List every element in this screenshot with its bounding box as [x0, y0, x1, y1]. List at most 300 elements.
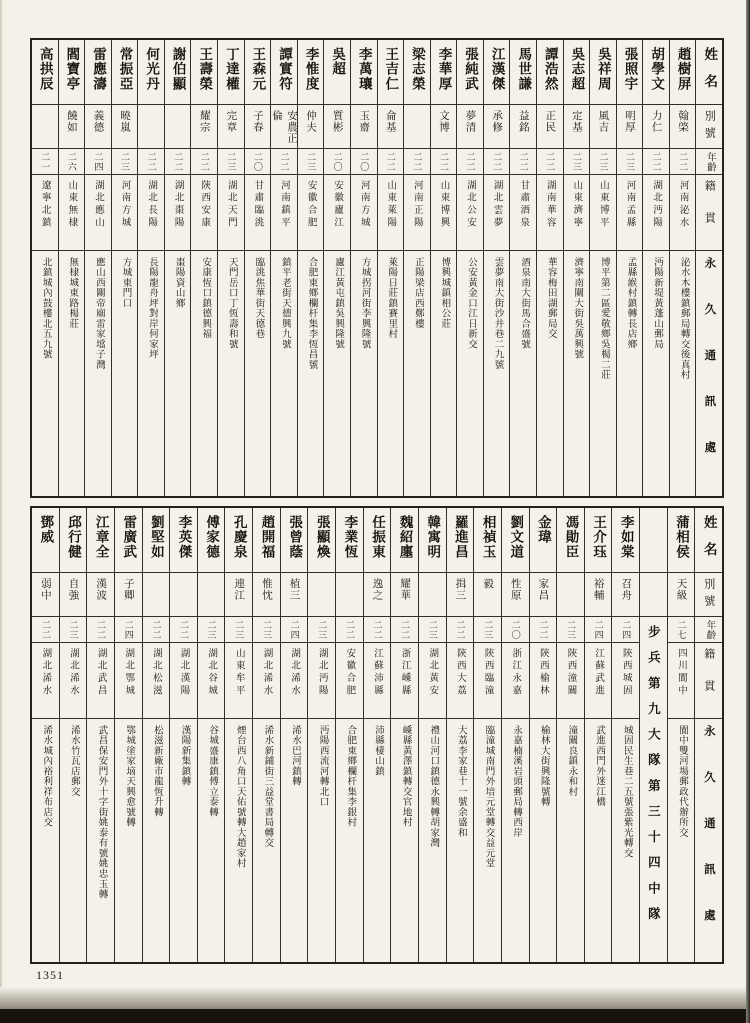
person-address: 酒泉南大街馬合盛號 — [519, 257, 530, 350]
person-age: 二三 — [483, 620, 494, 640]
person-column — [323, 40, 350, 496]
person-age: 二〇 — [252, 152, 263, 172]
person-address: 方城拐河街李興隆號 — [359, 257, 370, 350]
person-origin: 浙江永嘉 — [510, 648, 521, 698]
person-column — [137, 40, 164, 496]
person-address: 沛縣棲山鎮 — [372, 725, 383, 777]
person-column — [86, 508, 114, 962]
person-column — [164, 40, 191, 496]
person-name: 邱行健 — [65, 515, 81, 560]
person-column — [190, 40, 217, 496]
person-age: 二三 — [68, 620, 79, 640]
person-origin: 陝西城固 — [620, 648, 631, 698]
person-column — [418, 508, 446, 962]
person-age: 二二 — [146, 152, 157, 172]
person-age: 二二 — [438, 152, 449, 172]
person-alias: 自強 — [67, 578, 79, 601]
person-column — [197, 508, 225, 962]
person-origin: 陝西潼關 — [565, 648, 576, 698]
person-age: 二三 — [427, 620, 438, 640]
person-age: 二二 — [651, 152, 662, 172]
unit-label: 步兵第九大隊第三十四中隊 — [646, 625, 661, 933]
person-age: 二二 — [455, 620, 466, 640]
person-origin: 甘肅臨洮 — [252, 180, 263, 230]
person-age: 二二 — [492, 152, 503, 172]
person-address: 浠水城內裕利祥布店交 — [41, 725, 52, 828]
person-address: 濟寧南關大街吳萬興號 — [572, 257, 583, 360]
scan-edge-left — [0, 0, 3, 1023]
person-address: 鄂城塗家垴天興愈號轉 — [124, 725, 135, 828]
person-origin: 湖北谷城 — [206, 648, 217, 698]
person-alias: 明厚 — [624, 110, 635, 133]
person-origin: 湖北天門 — [225, 180, 236, 230]
person-age: 二〇 — [510, 620, 521, 640]
person-name: 李華厚 — [436, 47, 452, 92]
person-origin: 湖北黃安 — [427, 648, 438, 698]
header-age: 年齡 — [704, 152, 715, 172]
person-alias: 連江 — [233, 578, 245, 601]
person-alias: 家昌 — [537, 578, 549, 601]
person-address: 浠水新鋪街三益堂書局轉交 — [262, 725, 273, 849]
person-age: 二七 — [676, 620, 687, 640]
person-origin: 陝西大荔 — [454, 648, 465, 698]
person-age: 二六 — [66, 152, 77, 172]
person-origin: 山東萊陽 — [385, 180, 396, 230]
person-alias: 承修 — [491, 110, 503, 133]
person-age: 二四 — [593, 620, 604, 640]
person-alias: 子卿 — [122, 578, 134, 601]
person-origin: 四川閬中 — [676, 648, 687, 698]
person-alias: 夢清 — [464, 110, 476, 133]
person-alias: 力仁 — [650, 110, 662, 133]
person-column — [270, 40, 297, 496]
person-origin: 安徽合肥 — [344, 648, 355, 698]
person-address: 武進西門外迷江橋 — [594, 725, 605, 808]
person-address: 公安黃金口江日新交 — [465, 257, 476, 350]
person-column — [280, 508, 308, 962]
person-column — [616, 40, 643, 496]
person-address: 沔陽西流河轉北口 — [317, 725, 328, 808]
person-name: 李英傑 — [176, 515, 192, 560]
person-address: 應山西關帝廟雷家壋子灣 — [93, 257, 104, 370]
page-number: 1351 — [36, 968, 64, 982]
person-column — [473, 508, 501, 962]
person-name: 譚浩然 — [542, 47, 558, 92]
person-column — [224, 508, 252, 962]
person-origin: 陝西安康 — [199, 180, 210, 230]
roster-table-bottom — [30, 506, 724, 964]
person-name: 胡學文 — [649, 47, 665, 92]
person-origin: 湖北武昌 — [95, 648, 106, 698]
roster-table-top — [30, 38, 724, 498]
person-column — [390, 508, 418, 962]
person-column — [335, 508, 363, 962]
person-name: 蒲相侯 — [674, 515, 690, 560]
person-age: 二二 — [412, 152, 423, 172]
person-alias: 召舟 — [620, 578, 632, 601]
person-origin: 湖北公安 — [465, 180, 476, 230]
person-address: 雲夢南大街沙井巷二九號 — [492, 257, 503, 370]
header-origin: 籍貫 — [703, 180, 716, 244]
person-name: 劉堅如 — [148, 515, 164, 560]
person-origin: 湖北棗陽 — [172, 180, 183, 230]
person-address: 廬江黃屯鎮吳興隆號 — [333, 257, 344, 350]
unit-label-column — [639, 508, 667, 962]
person-name: 王壽榮 — [197, 47, 213, 92]
person-age: 二三 — [571, 152, 582, 172]
person-name: 李萬瓖 — [356, 47, 372, 92]
person-name: 王介珏 — [591, 515, 607, 560]
person-column — [363, 508, 391, 962]
scan-shadow-bottom — [0, 987, 750, 1009]
person-origin: 江蘇武進 — [593, 648, 604, 698]
person-column — [403, 40, 430, 496]
person-age: 二三 — [226, 152, 237, 172]
person-age: 二二 — [465, 152, 476, 172]
person-column — [32, 40, 58, 496]
person-name: 張曾蔭 — [287, 515, 303, 560]
person-name: 吳祥周 — [595, 47, 611, 92]
person-age: 二三 — [625, 152, 635, 172]
person-age: 二四 — [621, 620, 632, 640]
person-name: 傅家德 — [204, 515, 220, 560]
person-column — [252, 508, 280, 962]
person-address: 華容梅田湖郵局交 — [545, 257, 556, 340]
empty-cell — [640, 508, 667, 572]
person-origin: 河南泌水 — [677, 180, 688, 230]
person-origin: 湖北浠水 — [67, 648, 78, 698]
person-column — [563, 40, 590, 496]
person-age: 二二 — [372, 620, 383, 640]
person-address: 萊陽日莊鎮賽里村 — [386, 257, 397, 340]
person-address: 天門岳口丁恆壽和號 — [226, 257, 237, 350]
person-alias: 惟忱 — [260, 578, 272, 601]
person-column — [377, 40, 404, 496]
person-alias: 植三 — [288, 578, 300, 601]
person-address: 嵊縣黃澤鎮轉交官地村 — [400, 725, 411, 828]
person-origin: 河南方城 — [358, 180, 369, 230]
header-column — [694, 508, 722, 962]
person-address: 合肥東鄉欄杆集李銀村 — [345, 725, 356, 828]
person-age: 二一 — [40, 152, 51, 172]
person-origin: 陝西榆林 — [537, 648, 548, 698]
person-age: 二二 — [400, 620, 411, 640]
person-column — [58, 40, 85, 496]
header-column — [695, 40, 722, 496]
person-column — [307, 508, 335, 962]
person-age: 二二 — [199, 152, 210, 172]
person-name: 劉文道 — [508, 515, 524, 560]
header-name: 姓名 — [702, 47, 718, 101]
person-address: 谷城盛康鎮傅立泰轉 — [207, 725, 218, 818]
person-column — [114, 508, 142, 962]
person-address: 孟縣緱村鎮轉長店鄉 — [625, 257, 636, 350]
person-age: 二二 — [179, 620, 190, 640]
person-origin: 甘肅酒泉 — [518, 180, 529, 230]
person-address: 方城東門口 — [120, 257, 131, 309]
person-age: 二三 — [565, 620, 576, 640]
person-alias: 風吉 — [597, 110, 609, 133]
person-origin: 湖北浠水 — [40, 648, 51, 698]
person-age: 二二 — [96, 620, 107, 640]
person-name: 雷廣武 — [121, 515, 137, 560]
person-name: 王森元 — [250, 47, 266, 92]
person-alias: 天級 — [675, 578, 687, 601]
person-column — [446, 508, 474, 962]
person-address: 無棣城東路楊莊 — [67, 257, 78, 329]
person-origin: 山東牟平 — [233, 648, 244, 698]
person-address: 煙台西八角口天佑號轉大趙家村 — [234, 725, 245, 869]
person-name: 金瑋 — [535, 515, 551, 545]
person-origin: 湖北應山 — [92, 180, 103, 230]
person-address: 禮山河口鎮德永興轉胡家灣 — [428, 725, 439, 849]
person-address: 北鎮城內鼓樓北五九號 — [40, 257, 51, 360]
person-alias: 質彬 — [331, 110, 343, 133]
person-age: 二三 — [206, 620, 217, 640]
person-column — [536, 40, 563, 496]
person-age: 二二 — [518, 152, 529, 172]
person-name: 任振東 — [370, 515, 385, 560]
person-address: 榆林大街興隆號轉 — [538, 725, 549, 808]
person-name: 韓寓明 — [425, 515, 441, 560]
person-alias: 性原 — [509, 578, 521, 601]
person-origin: 河南孟縣 — [624, 180, 635, 230]
person-age: 二三 — [317, 620, 328, 640]
person-age: 二二 — [538, 620, 549, 640]
person-origin: 山東無棣 — [66, 180, 77, 230]
person-column — [529, 508, 557, 962]
person-alias: 正民 — [544, 110, 556, 133]
person-address: 浠水巴河鎮轉 — [290, 725, 301, 787]
person-name: 江章全 — [93, 515, 109, 560]
person-address: 臨潼城南門外培元堂轉交益元堂 — [483, 725, 494, 869]
person-alias: 定基 — [570, 110, 582, 133]
person-age: 二三 — [120, 152, 131, 172]
person-alias: 耀華 — [399, 578, 411, 601]
person-origin: 河南鎮平 — [278, 180, 289, 230]
person-alias: 饒如 — [65, 110, 77, 133]
person-address: 長陽龍舟坪對岸何家坪 — [147, 257, 158, 360]
person-name: 孔慶泉 — [231, 515, 247, 560]
person-name: 李業恆 — [342, 515, 358, 560]
person-name: 馬世謙 — [516, 47, 532, 92]
person-address: 泌水木樓鎮郵局轉交後真村 — [678, 257, 689, 381]
person-alias: 逸之 — [371, 578, 383, 601]
person-origin: 湖北浠水 — [261, 648, 272, 698]
header-address: 永久通訊處 — [703, 257, 716, 487]
person-name: 何光丹 — [144, 47, 160, 92]
person-name: 丁達權 — [223, 47, 239, 92]
person-column — [59, 508, 87, 962]
person-name: 張照宇 — [622, 47, 638, 92]
person-address: 閬中雙河場郵政代辦所交 — [676, 725, 687, 838]
header-name: 姓名 — [701, 515, 717, 569]
person-name: 高拱辰 — [37, 47, 53, 92]
person-alias: 安農正倫 — [271, 110, 297, 144]
person-age: 二四 — [123, 620, 134, 640]
person-name: 相禎玉 — [480, 515, 496, 560]
person-origin: 江蘇沛縣 — [372, 648, 382, 698]
person-column — [84, 40, 111, 496]
person-column — [556, 508, 584, 962]
person-age: 二三 — [234, 620, 245, 640]
person-origin: 湖南華容 — [544, 180, 555, 230]
header-alias: 別號 — [702, 578, 715, 613]
person-origin: 河南方城 — [119, 180, 130, 230]
person-origin: 湖北沔陽 — [651, 180, 662, 230]
person-column — [169, 508, 197, 962]
person-address: 鎮平老街天德興九號 — [279, 257, 290, 350]
person-origin: 湖北沔陽 — [316, 648, 327, 698]
scan-edge-bottom — [0, 1009, 750, 1023]
person-age: 二二 — [678, 152, 689, 172]
person-column — [611, 508, 639, 962]
person-name: 吳志超 — [569, 47, 585, 92]
person-column — [667, 508, 695, 962]
person-address: 潼關良鎮永和村 — [566, 725, 577, 797]
person-origin: 遼寧北鎮 — [39, 180, 50, 230]
person-column — [217, 40, 244, 496]
header-alias: 別號 — [703, 110, 716, 145]
person-age: 二〇 — [332, 152, 343, 172]
person-address: 漢陽新集鎮轉 — [179, 725, 190, 787]
person-column — [509, 40, 536, 496]
person-origin: 安徽合肥 — [305, 180, 316, 230]
person-column — [297, 40, 324, 496]
person-age: 二二 — [151, 620, 162, 640]
person-address: 棗陽資山鄉 — [173, 257, 184, 309]
person-origin: 湖北漢陽 — [178, 648, 189, 698]
person-column — [244, 40, 271, 496]
person-origin: 湖北松滋 — [150, 648, 161, 698]
person-column — [589, 40, 616, 496]
person-age: 二二 — [40, 620, 51, 640]
person-address: 博興城鎮相公莊 — [439, 257, 450, 329]
person-name: 趙開福 — [259, 515, 275, 560]
header-age: 年齡 — [704, 620, 715, 640]
person-alias: 完章 — [225, 110, 237, 133]
header-address: 永久通訊處 — [702, 725, 715, 955]
person-address: 武昌保安門外十字街姚泰有號姚忠玉轉 — [96, 725, 107, 900]
person-name: 李惟度 — [303, 47, 319, 92]
person-name: 張顯煥 — [314, 515, 330, 560]
person-origin: 湖北鄂城 — [123, 648, 134, 698]
person-column — [483, 40, 510, 496]
person-column — [501, 508, 529, 962]
person-address: 松滋新廠市龍恆升轉 — [151, 725, 162, 818]
person-age: 二三 — [306, 152, 317, 172]
person-origin: 湖北長陽 — [146, 180, 157, 230]
person-age: 二二 — [385, 152, 396, 172]
person-address: 博平第二區愛敬鄉吳楊二莊 — [598, 257, 609, 381]
person-column — [669, 40, 696, 496]
person-age: 二四 — [93, 152, 104, 172]
person-name: 鄧威 — [38, 515, 54, 545]
person-address: 正陽梁店西鄭樓 — [412, 257, 423, 329]
person-alias: 玉齋 — [358, 110, 370, 133]
person-name: 趙樹屏 — [675, 47, 691, 92]
person-alias: 子春 — [251, 110, 263, 133]
person-column — [642, 40, 669, 496]
person-age: 二四 — [289, 620, 300, 640]
person-column — [350, 40, 377, 496]
scan-edge-right — [746, 0, 750, 1023]
person-origin: 安徽廬江 — [332, 180, 343, 230]
person-age: 二二 — [279, 152, 290, 172]
person-name: 李如棠 — [618, 515, 634, 560]
person-address: 城固民生巷二五號張紫光轉交 — [621, 725, 632, 859]
person-origin: 河南正陽 — [411, 180, 422, 230]
person-column — [142, 508, 170, 962]
person-name: 吳超 — [330, 47, 346, 77]
person-age: 二二 — [545, 152, 556, 172]
person-address: 沔陽新堤黃蓬山郵局 — [652, 257, 663, 350]
person-name: 閻寶亭 — [64, 47, 80, 92]
person-name: 張純武 — [463, 47, 479, 92]
person-origin: 浙江嵊縣 — [399, 648, 410, 698]
person-column — [32, 508, 59, 962]
empty-cell — [640, 572, 667, 616]
person-address: 永嘉楠溪岩頭郵局轉西岸 — [511, 725, 522, 838]
person-alias: 文博 — [437, 110, 449, 133]
person-column — [430, 40, 457, 496]
person-address: 臨洮焦華街天德巷 — [253, 257, 264, 340]
person-alias: 益銘 — [517, 110, 529, 133]
person-origin: 湖北浠水 — [289, 648, 300, 698]
person-column — [584, 508, 612, 962]
person-age: 二二 — [344, 620, 355, 640]
person-column — [456, 40, 483, 496]
person-origin: 陝西臨潼 — [482, 648, 493, 698]
person-address: 大荔李家巷十一號余盛和 — [455, 725, 466, 838]
person-alias: 弱中 — [39, 578, 51, 601]
person-name: 常振亞 — [117, 47, 133, 92]
person-alias: 裕輔 — [592, 578, 604, 601]
person-alias: 揖三 — [454, 578, 466, 601]
person-alias: 漢波 — [95, 578, 107, 601]
person-name: 江漢傑 — [489, 47, 505, 92]
person-origin: 山東博興 — [438, 180, 449, 230]
person-alias: 耀宗 — [198, 110, 210, 133]
person-alias: 仲夫 — [305, 110, 317, 133]
person-name: 梁志榮 — [409, 47, 425, 92]
person-address: 浠水竹瓦店郵交 — [68, 725, 79, 797]
person-name: 譚實符 — [276, 47, 292, 92]
person-origin: 山東博平 — [597, 180, 608, 230]
person-name: 魏紹廛 — [397, 515, 413, 560]
person-name: 王吉仁 — [383, 47, 399, 92]
person-alias: 翰棨 — [677, 110, 689, 133]
person-address: 安康恆口鎮德興福 — [200, 257, 211, 340]
person-name: 雷應濤 — [90, 47, 106, 92]
person-alias: 曉嵐 — [119, 110, 131, 133]
person-alias: 侖基 — [384, 110, 396, 133]
person-alias: 毅 — [482, 578, 494, 590]
person-address: 合肥東鄉欄杆集李恆昌號 — [306, 257, 317, 370]
person-column — [111, 40, 138, 496]
person-origin: 山東濟寧 — [571, 180, 582, 230]
person-name: 羅進昌 — [452, 515, 468, 560]
person-alias: 義德 — [92, 110, 104, 133]
person-age: 二三 — [598, 152, 609, 172]
person-origin: 湖北雲夢 — [491, 180, 502, 230]
person-name: 馮勛臣 — [563, 515, 579, 560]
header-origin: 籍貫 — [702, 648, 715, 712]
person-name: 謝伯顯 — [170, 47, 186, 92]
person-age: 二三 — [261, 620, 272, 640]
person-age: 二〇 — [359, 152, 370, 172]
person-age: 二二 — [173, 152, 184, 172]
